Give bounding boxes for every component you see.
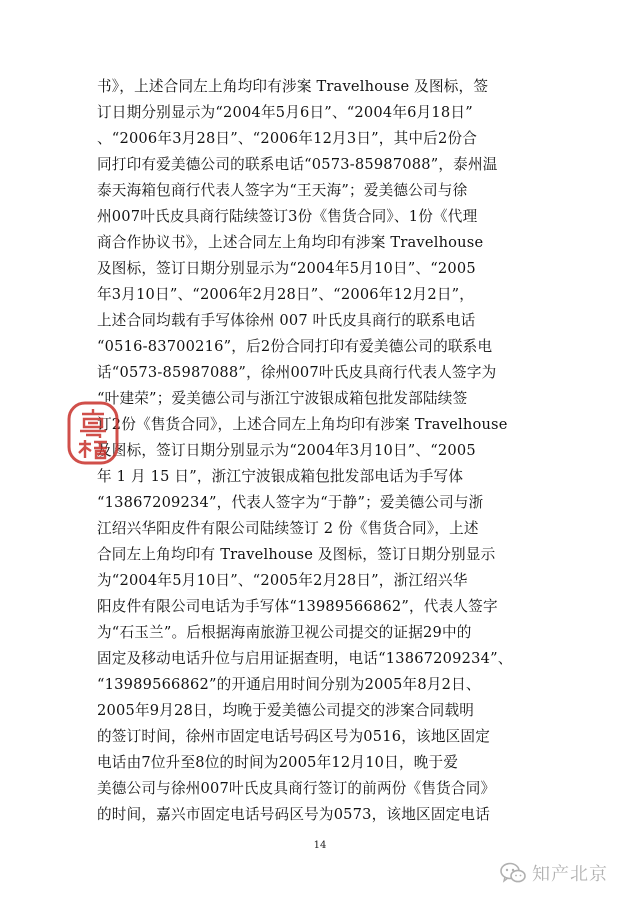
text-line: 的签订时间，徐州市固定电话号码区号为0516，该地区固定 (97, 728, 490, 745)
text-line: 及图标，签订日期分别显示为“2004年5月10日”、“2005 (97, 260, 476, 277)
text-line: 固定及移动电话升位与启用证据查明，电话“13867209234”、 (97, 650, 513, 667)
watermark-text: 知产北京 (532, 864, 608, 885)
text-line: 合同左上角均印有 Travelhouse 及图标，签订日期分别显示 (97, 546, 496, 563)
text-line: 电话由7位升至8位的时间为2005年12月10日，晚于爱 (97, 754, 459, 771)
text-line: 、“2006年3月28日”、“2006年12月3日”，其中后2份合 (97, 130, 478, 147)
text-line: 书》，上述合同左上角均印有涉案 Travelhouse 及图标，签 (97, 78, 489, 95)
text-line: “叶建荣”；爱美德公司与浙江宁波银成箱包批发部陆续签 (97, 390, 468, 407)
text-line: 泰天海箱包商行代表人签字为“王天海”；爱美德公司与徐 (97, 182, 468, 199)
text-line: “13867209234”，代表人签字为“于静”；爱美德公司与浙 (97, 494, 484, 511)
text-line: 年 1 月 15 日”，浙江宁波银成箱包批发部电话为手写体 (97, 468, 464, 485)
text-line: “0516-83700216”，后2份合同打印有爱美德公司的联系电 (97, 338, 493, 355)
text-line: 阳皮件有限公司电话为手写体“13989566862”，代表人签字 (97, 598, 498, 615)
text-line: 订2份《售货合同》，上述合同左上角均印有涉案 Travelhouse (97, 416, 508, 433)
text-line: 的时间，嘉兴市固定电话号码区号为0573，该地区固定电话 (97, 806, 490, 823)
text-line: 上述合同均载有手写体徐州 007 叶氏皮具商行的联系电话 (97, 312, 476, 329)
text-line: “13989566862”的开通启用时间分别为2005年8月2日、 (97, 676, 481, 693)
text-line: 州007叶氏皮具商行陆续签订3份《售货合同》、1份《代理 (97, 208, 478, 225)
text-line: 美德公司与徐州007叶氏皮具商行签订的前两份《售货合同》 (97, 780, 496, 797)
page-number: 14 (313, 840, 327, 851)
text-line: 为“2004年5月10日”、“2005年2月28日”，浙江绍兴华 (97, 572, 468, 589)
text-line: 年3月10日”、“2006年2月28日”、“2006年12月2日”， (97, 286, 475, 303)
wechat-icon (500, 862, 526, 884)
watermark (500, 860, 608, 886)
text-line: 订日期分别显示为“2004年5月6日”、“2004年6月18日” (97, 104, 473, 121)
seal-stamp (66, 400, 120, 466)
body-text (97, 74, 557, 828)
text-line: 2005年9月28日，均晚于爱美德公司提交的涉案合同载明 (97, 702, 475, 719)
text-line: 为“石玉兰”。后根据海南旅游卫视公司提交的证据29中的 (97, 624, 472, 641)
text-line: 话“0573-85987088”，徐州007叶氏皮具商行代表人签字为 (97, 364, 497, 381)
text-line: 江绍兴华阳皮件有限公司陆续签订 2 份《售货合同》，上述 (97, 520, 479, 537)
text-line: 及图标，签订日期分别显示为“2004年3月10日”、“2005 (97, 442, 476, 459)
text-line: 同打印有爱美德公司的联系电话“0573-85987088”，泰州温 (97, 156, 498, 173)
text-line: 商合作协议书》，上述合同左上角均印有涉案 Travelhouse (97, 234, 484, 251)
